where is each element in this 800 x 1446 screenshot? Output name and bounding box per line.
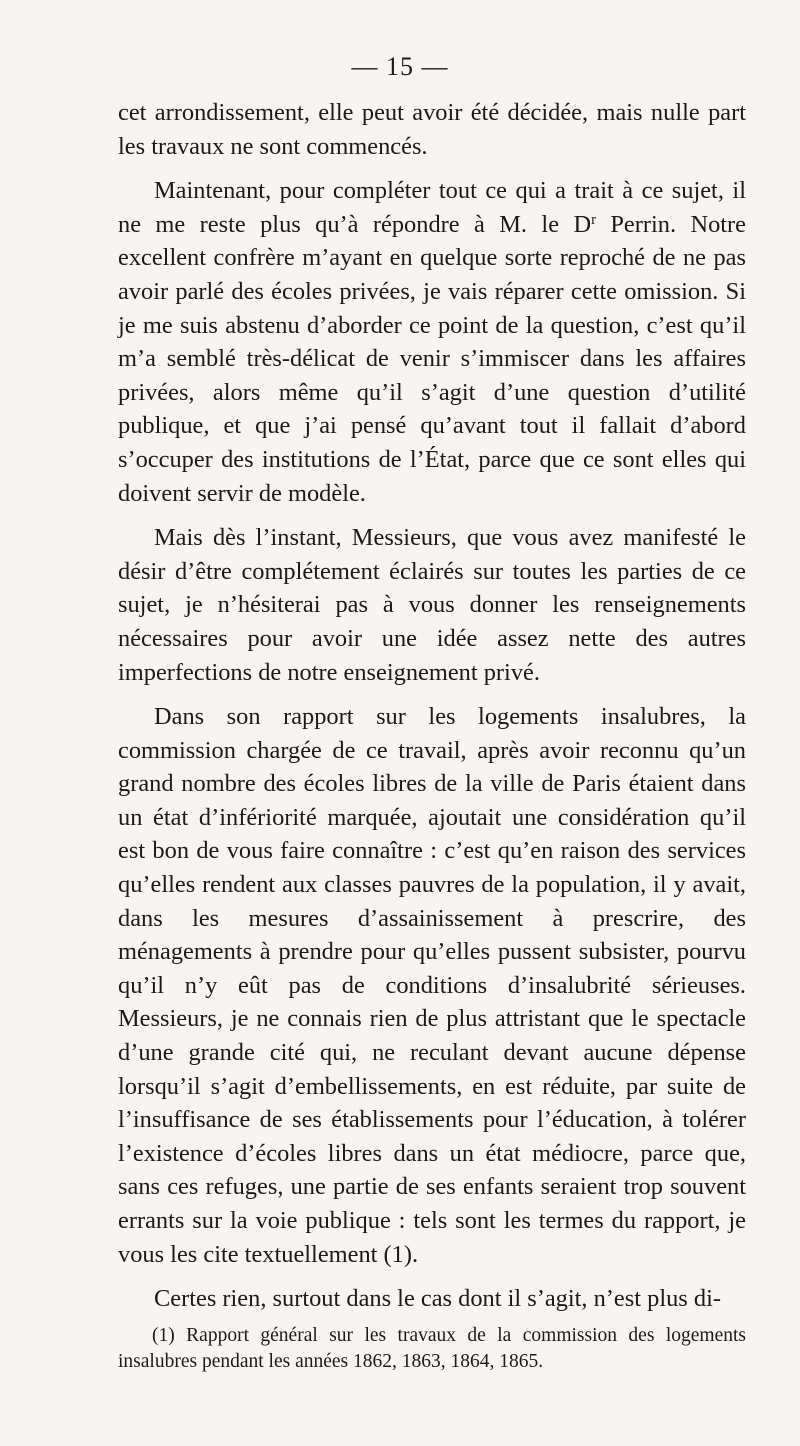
body-text: [118, 96, 746, 1327]
paragraph-continuation: cet arrondissement, elle peut avoir été décidée, mais nulle part les travaux ne sont commencés.: [118, 99, 746, 160]
footnote-1: (1) Rapport général sur les travaux de la commission des logements insalubres pendant les années 1862, 1863, 1864, 1865.: [118, 1325, 746, 1372]
paragraph-commission-report: Dans son rapport sur les logements insalubres, la commission chargée de ce travail, après avoir reconnu qu’un grand nombre des écoles libres de la ville de Paris étaient dans un état d’infériorité marquée, ajoutait une considération qu’il est bon de vous faire connaître : c’est qu’en raison des services qu’elles rendent aux classes pauvres de la population, il y avait, dans les mesures d’assainissement à prescrire, des ménagements à prendre pour qu’elles pussent subsister, pourvu qu’il n’y eût pas de conditions d’insalubrité sérieuses. Messieurs, je ne connais rien de plus attristant que le spectacle d’une grande cité qui, ne reculant devant aucune dépense lorsqu’il s’agit d’embellissements, en est réduite, par suite de l’insuffisance de ses établissements pour l’éducation, à tolérer l’existence d’écoles libres dans un état médiocre, parce que, sans ces refuges, une partie de ses enfants seraient trop souvent errants sur la voie publique : tels sont les termes du rapport, je vous les cite textuellement (1).: [118, 703, 746, 1268]
page-number: — 15 —: [351, 52, 449, 81]
paragraph-closing: Certes rien, surtout dans le cas dont il s’agit, n’est plus di-: [154, 1285, 721, 1313]
paragraph-private-education: Mais dès l’instant, Messieurs, que vous avez manifesté le désir d’être complétement éclairés sur toutes les parties de ce sujet, je n’hésiterai pas à vous donner les renseignements nécessaires pour avoir une idée assez nette des autres imperfections de notre enseignement privé.: [118, 524, 746, 686]
footnotes: [118, 1323, 746, 1375]
paragraph-text-after: Perrin. Notre excellent confrère m’ayant en quelque sorte reproché de ne pas avoir parlé des écoles privées, je vais réparer cette omission. Si je me suis abstenu d’aborder ce point de la question, c’est qu’il m’a semblé très-délicat de venir s’immiscer dans les affaires privées, alors même qu’il s’agit d’une question d’utilité publique, et que j’ai pensé qu’avant tout il fallait d’abord s’occuper des institutions de l’État, parce que ce sont elles qui doivent servir de modèle.: [118, 210, 746, 507]
paragraph-reply-to-perrin: [118, 174, 746, 510]
paragraph-text-before: Maintenant, pour compléter tout ce qui a trait à ce sujet, il ne me reste plus qu’à répondre à M. le D: [118, 177, 746, 238]
doctor-abbreviation-superscript: r: [591, 211, 596, 228]
